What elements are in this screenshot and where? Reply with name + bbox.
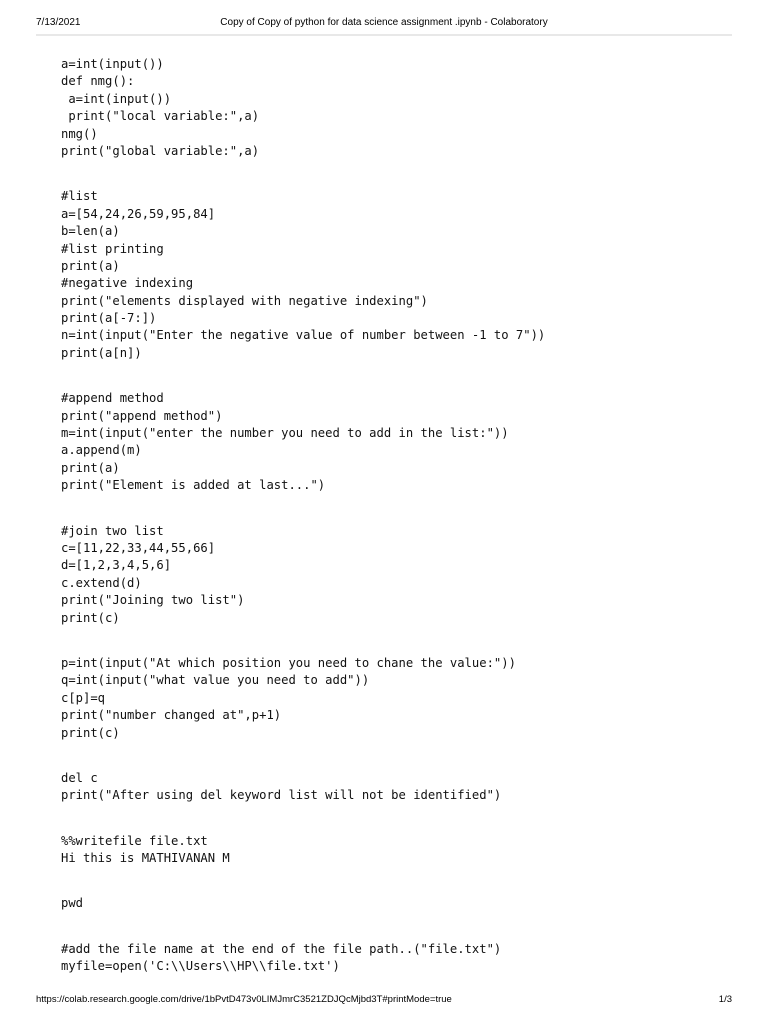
code-line: #list printing	[61, 241, 164, 256]
code-line: print("append method")	[61, 408, 223, 423]
code-cell[interactable]	[61, 523, 721, 627]
code-line: print("Joining two list")	[61, 593, 245, 608]
code-line: c.extend(d)	[61, 575, 142, 590]
code-line: p=int(input("At which position you need to chane the value:"))	[61, 655, 516, 670]
code-line: #append method	[61, 391, 164, 406]
code-line: print(a)	[61, 460, 120, 475]
code-cell[interactable]	[61, 941, 721, 976]
code-line: b=len(a)	[61, 224, 120, 239]
notebook-title: Copy of Copy of python for data science assignment .ipynb - Colaboratory	[220, 17, 548, 28]
code-line: del c	[61, 770, 98, 785]
code-line: print(a[-7:])	[61, 311, 157, 326]
code-line: print("elements displayed with negative indexing")	[61, 293, 428, 308]
code-line: nmg()	[61, 126, 98, 141]
code-line: myfile=open('C:\\Users\\HP\\file.txt')	[61, 959, 340, 974]
code-line: def nmg():	[61, 74, 135, 89]
code-line: print(c)	[61, 725, 120, 740]
code-line: print("global variable:",a)	[61, 143, 260, 158]
code-cell[interactable]	[61, 770, 721, 805]
code-line: print(a)	[61, 258, 120, 273]
code-line: a.append(m)	[61, 443, 142, 458]
code-line: #negative indexing	[61, 276, 194, 291]
code-line: q=int(input("what value you need to add"))	[61, 673, 370, 688]
code-cell[interactable]	[61, 188, 721, 362]
code-cell[interactable]	[61, 56, 721, 160]
code-line: c=[11,22,33,44,55,66]	[61, 540, 216, 555]
header-divider	[36, 34, 732, 36]
code-line: c[p]=q	[61, 690, 106, 705]
notebook-code-cells	[61, 56, 721, 1004]
print-date: 7/13/2021	[36, 17, 81, 28]
code-line: print(c)	[61, 610, 120, 625]
code-line: print("local variable:",a)	[61, 109, 260, 124]
code-cell[interactable]	[61, 895, 721, 912]
code-line: #join two list	[61, 523, 164, 538]
code-line: m=int(input("enter the number you need to add in the list:"))	[61, 426, 509, 441]
code-cell[interactable]	[61, 655, 721, 742]
page-url: https://colab.research.google.com/drive/1bPvtD473v0LIMJmrC3521ZDJQcMjbd3T#printMode=true	[36, 994, 452, 1005]
code-line: print("number changed at",p+1)	[61, 708, 282, 723]
code-line: n=int(input("Enter the negative value of number between -1 to 7"))	[61, 328, 546, 343]
code-line: #list	[61, 189, 98, 204]
code-line: d=[1,2,3,4,5,6]	[61, 558, 172, 573]
print-footer	[0, 994, 768, 1010]
code-cell[interactable]	[61, 390, 721, 494]
code-line: a=[54,24,26,59,95,84]	[61, 206, 216, 221]
code-cell[interactable]	[61, 833, 721, 868]
code-line: print("After using del keyword list will not be identified")	[61, 788, 502, 803]
code-line: a=int(input())	[61, 91, 172, 106]
code-line: print("Element is added at last...")	[61, 478, 326, 493]
code-line: %%writefile file.txt	[61, 833, 208, 848]
code-line: #add the file name at the end of the file path..("file.txt")	[61, 941, 502, 956]
code-line: a=int(input())	[61, 57, 164, 71]
code-line: print(a[n])	[61, 345, 142, 360]
code-line: Hi this is MATHIVANAN M	[61, 851, 230, 866]
page-number: 1/3	[718, 994, 732, 1005]
code-line: pwd	[61, 896, 84, 911]
print-header	[0, 14, 768, 34]
